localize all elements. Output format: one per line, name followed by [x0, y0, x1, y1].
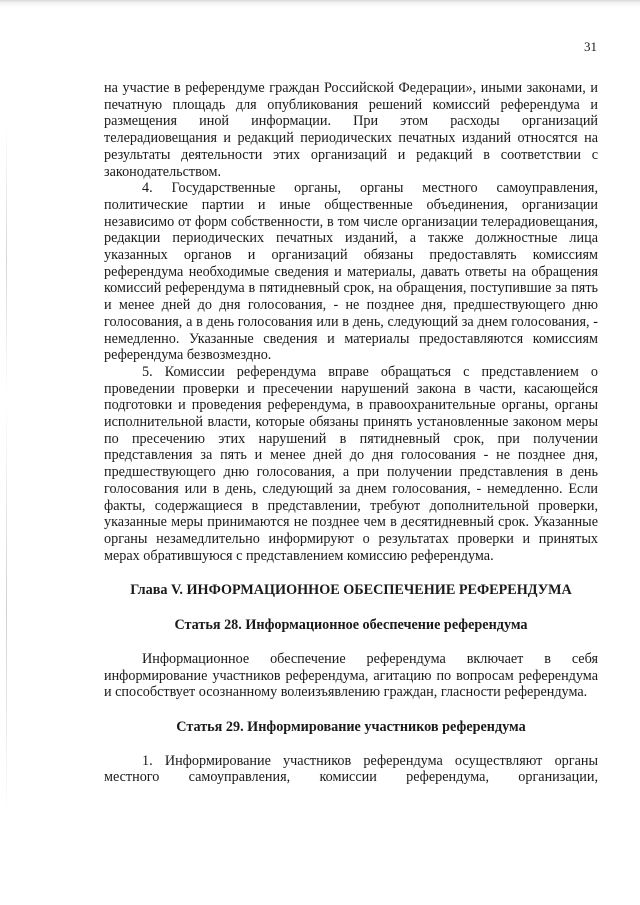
paragraph-item-4: 4. Государственные органы, органы местного самоуправления, политические партии и иные общественные объединения, организации независимо от форм собственности, в том числе организации телерадиовещания, редакции периодических печатных изданий, а также должностные лица указанных органов и организаций обязаны предоставлять комиссиям референдума необходимые сведения и материалы, давать ответы на обращения комиссий референдума в пятидневный срок, на обращения, поступившие за пять и менее дней до дня голосования, - не позднее дня, предшествующего дню голосования, а в день голосования или в день, следующий за днем голосования, - немедленно. Указанные сведения и материалы предоставляются комиссиям референдума безвозмездно. [104, 180, 598, 364]
chapter-heading: Глава V. ИНФОРМАЦИОННОЕ ОБЕСПЕЧЕНИЕ РЕФЕРЕНДУМА [130, 582, 572, 599]
paragraph-continuation: на участие в референдуме граждан Российской Федерации», иными законами, и печатную площадь для опубликования решений комиссий референдума и размещения иной информации. При этом расходы организаций телерадиовещания и редакций периодических печатных изданий относятся на результаты деятельности этих организаций и редакций в соответствии с законодательством. [104, 80, 598, 180]
article-29-heading: Статья 29. Информирование участников референдума [176, 718, 526, 735]
article-29-text: 1. Информирование участников референдума осуществляют органы местного самоуправления, комиссии референдума, организации, [104, 752, 598, 786]
paragraph-item-5: 5. Комиссии референдума вправе обращаться с представлением о проведении проверки и пресечении нарушений закона в части, касающейся подготовки и проведения референдума, в правоохранительные органы, органы исполнительной власти, которые обязаны принять установленные законом меры по пресечению этих нарушений в пятидневный срок, при получении представления за пять и менее дней до дня голосования - не позднее дня, предшествующего дню голосования, а при получении представления в день голосования или в день, следующий за днем голосования, - немедленно. Если факты, содержащиеся в представлении, требуют дополнительной проверки, указанные меры принимаются не позднее чем в десятидневный срок. Указанные органы незамедлительно информируют о результатах проверки и принятых мерах обратившуюся с представлением комиссию референдума. [104, 363, 598, 564]
scan-edge-top [0, 0, 640, 8]
scan-edge-left [6, 120, 7, 820]
page-number: 31 [584, 39, 597, 54]
article-28-text: Информационное обеспечение референдума включает в себя информирование участников референдума, агитацию по вопросам референдума и способствует осознанному волеизъявлению граждан, гласности референдума. [104, 650, 598, 701]
article-28-heading: Статья 28. Информационное обеспечение референдума [174, 617, 528, 634]
document-body [104, 80, 598, 786]
